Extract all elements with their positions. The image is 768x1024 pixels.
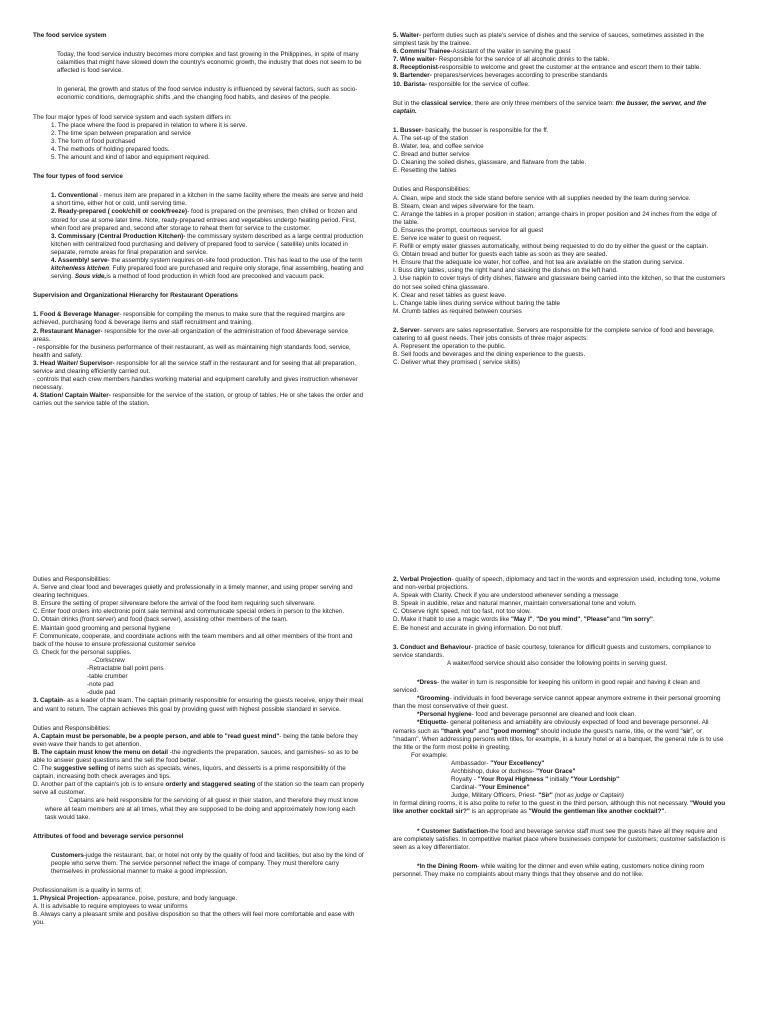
list-item: A. Represent the operation to the public. — [393, 343, 506, 351]
role-wine-waiter: 7. Wine waiter- Responsible for the service of all alcoholic drinks to the table. — [393, 56, 610, 64]
list-item: J. Use napkin to cover trays of dirty dishes; flatware and glassware being carried into the kitchen, so that the customers do not see soiled china glassware. — [393, 275, 726, 291]
bottom-left-column — [33, 576, 366, 928]
list-item: A. Speak with Clarity. Check if you are understood whenever sending a message — [393, 592, 619, 600]
list-item: E. Maintain good grooming and personal hygiene — [33, 624, 171, 632]
list-item: A. It is advisable to require employees to wear uniforms — [33, 903, 188, 911]
role-head-waiter: 3. Head Waiter/ Supervisor- responsible for all the service staff in the restaurant and for seeing that all preparation, service and clearing efficiently carried out. — [33, 359, 357, 375]
supply-item: -dude pad — [87, 689, 116, 697]
formal-dining-note: In formal dining rooms, it is also polite to refer to the guest in the third person, although this not necessary. "Would you like another cocktail sir?" is an appropriate as "Would the gentleman like another cocktail?". — [393, 800, 726, 816]
list-item: L. Change table lines during service without baring the table — [393, 299, 560, 307]
list-item: 5. The amount and kind of labor and equipment required. — [51, 154, 210, 162]
verbal-projection: 2. Verbal Projection- quality of speech, diplomacy and tact in the words and expression used, including tone, volume and non-verbal projections. — [393, 576, 721, 592]
list-item: K. Clear and reset tables as guest leave. — [393, 291, 507, 299]
list-item: B. Water, tea, and coffee service — [393, 143, 484, 151]
list-item: F. Refill or empty water glasses automatically, without being requested to do do by either the guest or the captain. — [393, 243, 709, 251]
intro-paragraph-2: In general, the growth and status of the food service industry is influenced by several factors, such as socio- economic conditions, demographic shifts ,and the changing food habits, and desires of the people. — [57, 86, 358, 102]
list-item: C. Bread and butter service — [393, 151, 470, 159]
busser-heading: 1. Busser- basically, the busser is responsible for the ff. — [393, 126, 549, 134]
type-ready-prepared: 2. Ready-prepared ( cook/chill or cook/freeze)- food is prepared on the premises, then chilled or frozen and stored for use at some later time. Note, ready-prepared entrees and vegetables undergo heating period. First, when food are prepared and, second after storage to reheat them for service to the customer. — [51, 208, 358, 232]
list-item: G. Obtain bread and butter for guests each table as soon as they are seated. — [393, 251, 608, 259]
title-example: Ambassador- "Your Excellency" — [451, 759, 545, 767]
type-conventional: 1. Conventional - menus item are prepared in a kitchen in the same facility where the meals are serve and held a short time, either hot or cold, until serving time. — [51, 192, 363, 208]
bottom-right-column — [393, 576, 726, 879]
supply-item: -Retractable ball point pens — [87, 665, 164, 673]
role-receptionist: 8. Receptionist-responsible to welcome and greet the customer at the entrance and escort them to their table. — [393, 64, 702, 72]
list-item: 4. The methods of holding prepared foods. — [51, 145, 170, 153]
duties-heading: Duties and Responsibilities: — [33, 576, 111, 583]
list-item: E. Be honest and accurate in giving information. Do not bluff. — [393, 624, 563, 632]
food-service-types — [33, 192, 366, 281]
classical-service-note: But in the classical service, there are only three members of the service team: the busser, the server, and the captain. — [393, 99, 707, 115]
list-item: C. Observe right speed, not too fast, not too slow. — [393, 608, 531, 616]
title-example: Archbishop, duke or duchess- "Your Grace" — [451, 767, 576, 775]
list-item: A. Serve and clear food and beverages quietly and professionally in a timely manner, and using proper serving and clearing techniques. — [33, 584, 353, 600]
captain-note: Captains are held responsible for the servicing of all guest in their station, and therefore they must know where all team members are at all times, what they are supposed to be doing and approximately how long each task would take. — [45, 797, 359, 821]
list-item: D. Obtain drinks (front server) and food (back server), assisting other members of the team. — [33, 616, 288, 624]
etiquette-point: *Etiquette- general politeness and amiability are obviously expected of food and beverage personnel. All remarks such as "thank you" and "good morning" should include the guest's name, title, or the word "sir", or "madam". When addressing persons with titles, for example, in a luxury hotel or at a banquet, the general rule is to use the title or the form most polite in greeting. — [393, 719, 724, 751]
role-fb-manager: 1. Food & Beverage Manager- responsible for compiling the menus to make sure that the required margins are achieved, purchasing food & beverage items and staff recruitment and training. — [33, 311, 345, 327]
duties-heading: Duties and Responsibilities: — [393, 186, 471, 194]
list-item: B. Steam, clean and wipes silverware for the team. — [393, 202, 535, 210]
food-service-title: The food service system — [33, 32, 107, 39]
list-item: 1. The place where the food is prepared in relation to where it is serve. — [51, 121, 248, 129]
title-example: Cardinal- "Your Eminence" — [451, 784, 530, 792]
list-item: B. Sell foods and beverages and the dining experience to the guests. — [393, 351, 586, 359]
top-right-column — [393, 32, 726, 367]
list-item: B. The captain must know the menu on detail -the ingredients the preparation, sauces, and garnishes- so as to be able to answer guest questions and the sell the food better. — [33, 748, 359, 764]
list-item: M. Crumb tables as required between courses — [393, 307, 522, 315]
example-label: For example: — [411, 751, 448, 759]
hygiene-point: *Personal hygiene- food and beverage personnel are cleaned and look clean. — [417, 711, 637, 719]
intro-paragraph-1: Today, the food service industry becomes more complex and fast growing in the Philippines, in spite of many calamities that might have slowed down the country's economic growth, the industry that does not seem to be affected is food service. — [57, 51, 362, 75]
type-assembly-serve: 4. Assembly/ serve- the assembly system requires on-site food production. This has lead to the use of the term kitchenless kitchen. Fully prepared food are purchased and require only storage, final assembling, heating and serving. Sous vide,is a method of food production in which food are precooked and vacuum pack. — [51, 256, 364, 281]
supply-item: -note pad — [87, 681, 114, 689]
grooming-point: *Grooming- individuals in food beverage service cannot appear anymore extreme in their personal grooming than the most conservative of their guest. — [393, 695, 721, 711]
title-example: Judge, Military Officers, Priest- "Sir" (not as judge or Captain) — [451, 792, 624, 800]
role-bartender: 9. Bartender- prepares/services beverages according to prescribe standards — [393, 72, 608, 80]
list-item: A. Captain must be personable, be a people person, and able to "read guest mind"- being the table before they even wave their hands to get attention. — [33, 732, 358, 748]
role-barista: 10. Barista- responsible for the service of coffee. — [393, 80, 530, 88]
role-head-waiter-extra: - controls that each crew members handles working material and equipment carefully and gives instruction whenever necessary. — [33, 376, 358, 392]
conduct-behaviour: 3. Conduct and Behaviour- practice of basic courtesy, tolerance for difficult guests and customers, compliance to service standards. — [393, 643, 711, 659]
list-item: 3. The form of food purchased — [51, 137, 136, 145]
dress-point: *Dress- the waiter in turn is responsible for keeping his uniform in good repair and having it clean and serviced. — [393, 678, 700, 695]
role-commis: 6. Commis/ Trainee-Assistant of the waiter in serving the guest — [393, 48, 571, 56]
list-item: F. Communicate, cooperate, and coordinate actions with the team members and all other members of the front and back of the house to ensure professional customer service — [33, 632, 353, 648]
list-item: C. Deliver what they promised ( service skills) — [393, 359, 521, 367]
role-station-captain: 4. Station/ Captain Waiter- responsible for the service of the station, or group of tables. He or she takes the order and carries out the service table of the station. — [33, 392, 364, 408]
list-item: H. Ensure that the adequate ice water, hot coffee, and hot tea are available on the station during service. — [393, 259, 685, 267]
list-item: D. Cleaning the soiled dishes, glassware, and flatware from the table. — [393, 159, 587, 167]
dining-room: *In the Dining Room- while waiting for the dinner and even while eating, customers notice dining room personnel. They make no complaints about many things that they observe and do not like. — [393, 862, 704, 878]
list-item: E. Serve ice water to guest on request. — [393, 234, 502, 242]
list-item: A. Clean, wipe and stock the side stand before service with all supplies needed by the team during service. — [393, 194, 691, 202]
list-item: D. Ensures the prompt, courteous service for all guest — [393, 226, 544, 234]
list-item: C. Arrange the tables in a proper position in station; arrange chairs in proper position and 24 inches from the edge of the table. — [393, 210, 717, 226]
duties-heading: Duties and Responsibilities: — [33, 724, 111, 732]
role-restaurant-manager-extra: - responsible for the business performance of their restaurant, as well as maintaining high standards food, service, health and safety. — [33, 343, 351, 359]
customers-paragraph: Customers-judge the restaurant, bar, or hotel not only by the quality of food and facilities, but also by the kind of people who serve them. The service personnel reflect the image of company. They must therefore carry themselves in professional manner to make a good impression. — [51, 851, 364, 875]
conduct-note: A waiter/food service should also consider the following points in serving guest. — [447, 659, 668, 667]
server-heading: 2. Server- servers are sales representative. Servers are responsible for the complete service of food and beverage, catering to all guest needs. Their jobs consists of three major aspects: — [393, 326, 715, 342]
professionalism-intro: Professionalism is a quality in terms of; — [33, 887, 142, 895]
list-item: D. Another part of the captain's job is to ensure orderly and staggered seating of the station so the team can properly serve all customer. — [33, 781, 365, 797]
list-item: C. The suggestive selling of items such as specials, wines, liquors, and desserts is a prime responsibility of the captain, increasing both check averages and tips. — [33, 765, 346, 781]
list-item: B. Ensure the setting of proper silverware before the arrival of the food item requiring such silverware. — [33, 600, 316, 608]
list-item: G. Check for the personal supplies. — [33, 648, 132, 656]
customer-satisfaction: * Customer Satisfaction-the food and beverage service staff must see the guests have all they require and are completely satisfies. In competitive market place where businesses compete for customers; customer satisfaction is seen as a key differentiator. — [393, 827, 726, 851]
four-types-heading: The four types of food service — [33, 173, 123, 181]
title-example: Royalty - "Your Royal Highness " initially "Your Lordship" — [451, 776, 620, 784]
list-item: B. Always carry a pleasant smile and positive disposition so that the others will feel more comfortable and ease with you. — [33, 911, 355, 927]
list-item: I. Buss dirty tables, using the right hand and stacking the dishes on the left hand. — [393, 267, 618, 275]
list-item: E. Resetting the tables — [393, 167, 457, 175]
supply-item: -table crumber — [87, 673, 128, 681]
list-item: 2. The time span between preparation and service — [51, 129, 191, 137]
attributes-heading: Attributes of food and beverage service personnel — [33, 832, 184, 840]
role-waiter: 5. Waiter- perform duties such as plate's service of dishes and the service of sauces, sometimes assisted in the simplest task by the trainee. — [393, 32, 705, 48]
list-item: C. Enter food orders into electronic point sale terminal and communicate special orders in person to the kitchen. — [33, 608, 345, 616]
top-left-column — [33, 32, 366, 408]
supply-item: -Corkscrew — [93, 656, 125, 664]
list-item: B. Speak in audible, relax and natural manner, maintain conversational tone and volum. — [393, 600, 637, 608]
type-commissary: 3. Commissary (Central Production Kitchen)- the commissary system described as a large central production kitchen with centralized food purchasing and delivery of prepared food to service ( satellite) units located in separate, remote areas for final preparation and service. — [51, 232, 364, 256]
role-restaurant-manager: 2. Restaurant Manager- responsible for the over-all organization of the administration of food &beverage service areas. — [33, 327, 349, 343]
major-types-intro: The four major types of food service system and each system differs in: — [33, 113, 232, 121]
hierarchy-heading: Supervision and Organizational Hierarchy for Restaurant Operations — [33, 292, 239, 300]
list-item: A. The set-up of the station — [393, 134, 469, 142]
physical-projection: 1. Physical Projection- appearance, poise, posture, and body language. — [33, 895, 238, 903]
role-captain: 3. Captain- as a leader of the team. The captain primarily responsible for ensuring the guests receive, enjoy their meal and want to return. The captain achieves this goal by providing guest with highest possible standard in service. — [33, 697, 363, 713]
list-item: D. Make it habit to use a magic words like "May I", "Do you mind", "Please"and "Im sorry". — [393, 616, 655, 624]
